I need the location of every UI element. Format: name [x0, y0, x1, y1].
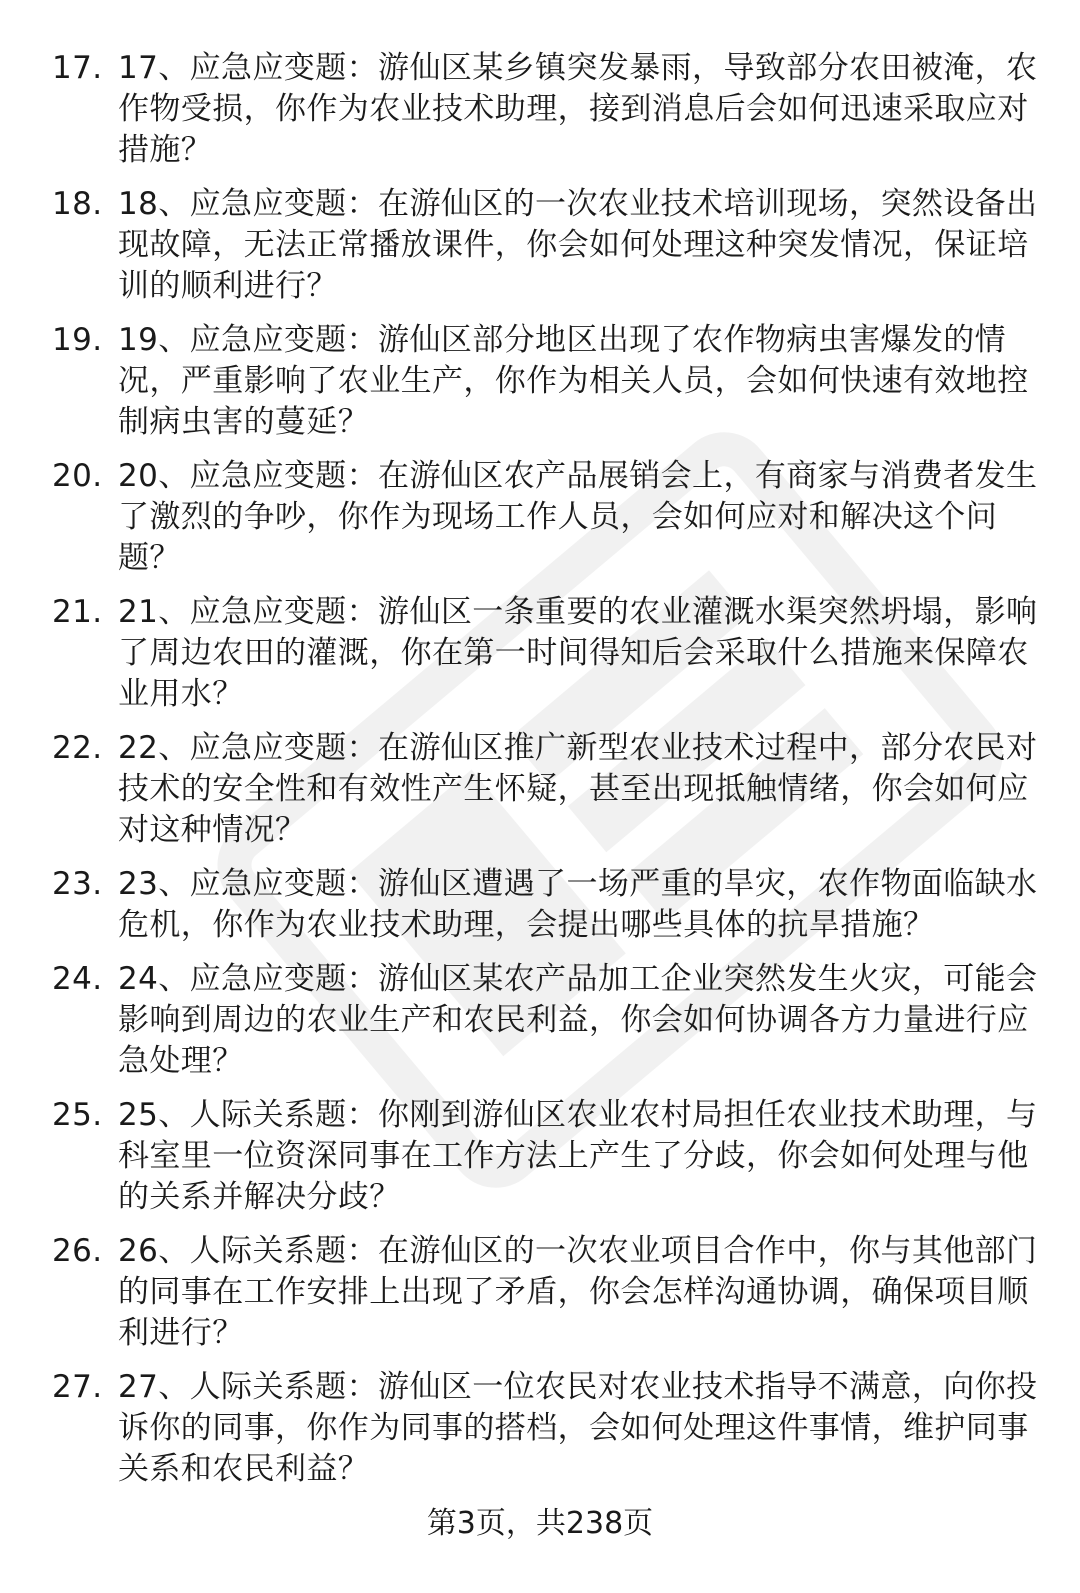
item-text: 20、应急应变题：在游仙区农产品展销会上，有商家与消费者发生了激烈的争吵，你作为现场工作人员，会如何应对和解决这个问题？: [118, 458, 1038, 576]
item-text: 23、应急应变题：游仙区遭遇了一场严重的旱灾，农作物面临缺水危机，你作为农业技术助理，会提出哪些具体的抗旱措施？: [118, 866, 1038, 943]
list-item: [0, 320, 1080, 443]
item-text: 21、应急应变题：游仙区一条重要的农业灌溉水渠突然坍塌，影响了周边农田的灌溉，你在第一时间得知后会采取什么措施来保障农业用水？: [118, 594, 1038, 712]
item-number: 26.: [52, 1233, 103, 1269]
list-item: [0, 1367, 1080, 1490]
item-number: 24.: [52, 961, 103, 997]
list-item: [0, 1095, 1080, 1218]
item-number: 20.: [52, 458, 103, 494]
item-text: 26、人际关系题：在游仙区的一次农业项目合作中，你与其他部门的同事在工作安排上出现了矛盾，你会怎样沟通协调，确保项目顺利进行？: [118, 1233, 1038, 1351]
item-text: 25、人际关系题：你刚到游仙区农业农村局担任农业技术助理，与科室里一位资深同事在工作方法上产生了分歧，你会如何处理与他的关系并解决分歧？: [118, 1097, 1038, 1215]
item-number: 27.: [52, 1369, 103, 1405]
item-text: 19、应急应变题：游仙区部分地区出现了农作物病虫害爆发的情况，严重影响了农业生产，你作为相关人员，会如何快速有效地控制病虫害的蔓延？: [118, 322, 1029, 440]
item-text: 22、应急应变题：在游仙区推广新型农业技术过程中，部分农民对技术的安全性和有效性产生怀疑，甚至出现抵触情绪，你会如何应对这种情况？: [118, 730, 1038, 848]
list-item: [0, 864, 1080, 946]
item-number: 21.: [52, 594, 103, 630]
list-item: [0, 959, 1080, 1082]
item-number: 25.: [52, 1097, 103, 1133]
item-text: 24、应急应变题：游仙区某农产品加工企业突然发生火灾，可能会影响到周边的农业生产和农民利益，你会如何协调各方力量进行应急处理？: [118, 961, 1038, 1079]
item-text: 18、应急应变题：在游仙区的一次农业技术培训现场，突然设备出现故障，无法正常播放课件，你会如何处理这种突发情况，保证培训的顺利进行？: [118, 186, 1038, 304]
page-number-label: 第3页，共238页: [426, 1506, 654, 1541]
item-text: 27、人际关系题：游仙区一位农民对农业技术指导不满意，向你投诉你的同事，你作为同事的搭档，会如何处理这件事情，维护同事关系和农民利益？: [118, 1369, 1038, 1487]
list-item: [0, 184, 1080, 307]
list-item: [0, 728, 1080, 851]
list-item: [0, 48, 1080, 171]
item-text: 17、应急应变题：游仙区某乡镇突发暴雨，导致部分农田被淹，农作物受损，你作为农业技术助理，接到消息后会如何迅速采取应对措施？: [118, 50, 1038, 168]
item-number: 23.: [52, 866, 103, 902]
item-number: 18.: [52, 186, 103, 222]
list-item: [0, 1231, 1080, 1354]
item-number: 17.: [52, 50, 103, 86]
list-item: [0, 592, 1080, 715]
page-footer: [0, 1504, 1080, 1544]
item-number: 19.: [52, 322, 103, 358]
question-list: [0, 48, 1080, 1503]
list-item: [0, 456, 1080, 579]
item-number: 22.: [52, 730, 103, 766]
